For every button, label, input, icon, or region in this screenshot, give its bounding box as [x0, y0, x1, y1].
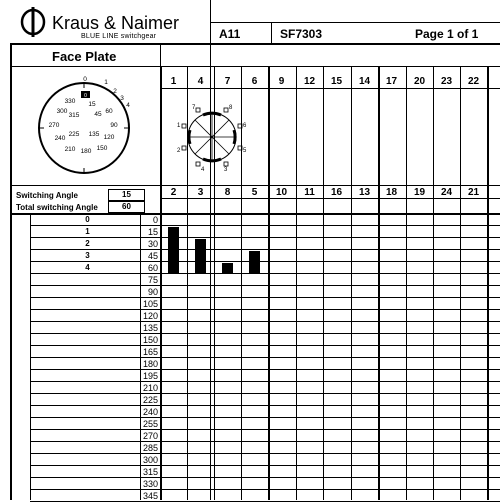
- grid-vertical-line: [433, 66, 434, 500]
- row-angle: 90: [147, 287, 158, 297]
- diagram-label: 7: [192, 105, 196, 111]
- grid-horizontal-line: [160, 198, 500, 199]
- top-contact-number: 4: [197, 76, 204, 87]
- row-line: [160, 489, 500, 490]
- total-switching-angle-label: Total switching Angle: [16, 203, 98, 212]
- row-line: [160, 441, 500, 442]
- row-angle: 105: [142, 299, 158, 309]
- contact-diagram: [172, 100, 252, 175]
- top-contact-number: 22: [467, 76, 480, 87]
- dial-label: 45: [94, 111, 102, 118]
- row-angle: 240: [142, 407, 158, 417]
- dial-label: 0: [83, 76, 87, 83]
- row-line: [30, 225, 160, 226]
- switching-angle-label: Switching Angle: [16, 191, 78, 200]
- row-line: [30, 309, 160, 310]
- row-line: [30, 489, 160, 490]
- row-angle: 120: [142, 311, 158, 321]
- row-angle: 345: [142, 491, 158, 501]
- bottom-contact-number: 19: [413, 187, 426, 198]
- grid-vertical-line: [406, 66, 407, 500]
- diagram-label: 8: [229, 105, 233, 111]
- dial-label: 240: [54, 135, 66, 142]
- row-line: [160, 453, 500, 454]
- row-angle: 195: [142, 371, 158, 381]
- top-contact-number: 17: [385, 76, 398, 87]
- row-angle: 300: [142, 455, 158, 465]
- row-line: [160, 309, 500, 310]
- dial-label: 225: [68, 131, 80, 138]
- grid-vertical-line: [351, 66, 352, 500]
- row-angle: 75: [147, 275, 158, 285]
- bottom-contact-number: 21: [467, 187, 480, 198]
- top-contact-number: 9: [278, 76, 285, 87]
- row-line: [30, 273, 160, 274]
- row-line: [160, 405, 500, 406]
- row-angle: 150: [142, 335, 158, 345]
- row-line: [160, 429, 500, 430]
- top-contact-number: 7: [224, 76, 231, 87]
- row-line: [30, 429, 160, 430]
- bottom-contact-number: 5: [251, 187, 258, 198]
- row-angle: 210: [142, 383, 158, 393]
- faceplate-title: Face Plate: [52, 49, 117, 64]
- row-line: [30, 345, 160, 346]
- row-angle: 60: [147, 263, 158, 273]
- top-contact-number: 14: [358, 76, 371, 87]
- row-line: [160, 381, 500, 382]
- grid-vertical-line: [487, 66, 489, 500]
- bottom-contact-number: 10: [275, 187, 288, 198]
- row-line: [160, 417, 500, 418]
- dial-label: 60: [105, 108, 113, 115]
- grid-vertical-line: [160, 66, 162, 500]
- grid-horizontal-line: [160, 185, 500, 186]
- row-line: [160, 345, 500, 346]
- row-line: [160, 237, 500, 238]
- grid-vertical-line: [268, 66, 270, 500]
- dial-label: 3: [120, 95, 124, 102]
- divider-faceplate-bottom: [10, 185, 160, 186]
- grid-vertical-line: [241, 66, 242, 500]
- divider-faceplate-title: [10, 66, 500, 67]
- kraus-naimer-logo-icon: [18, 6, 48, 38]
- contact-closure-bar: [168, 227, 179, 273]
- frame-left: [10, 43, 12, 500]
- row-line: [160, 465, 500, 466]
- top-contact-number: 20: [413, 76, 426, 87]
- bottom-contact-number: 16: [330, 187, 343, 198]
- dial-label: 120: [103, 134, 115, 141]
- diagram-label: 3: [224, 167, 228, 173]
- top-contact-number: 6: [251, 76, 258, 87]
- row-line: [30, 369, 160, 370]
- total-switching-angle-value: 60: [108, 201, 145, 213]
- diagram-label: 2: [177, 148, 181, 154]
- bottom-contact-number: 2: [170, 187, 177, 198]
- switching-angle-value: 15: [108, 189, 145, 201]
- diagram-label: 1: [177, 123, 181, 129]
- row-angle: 135: [142, 323, 158, 333]
- row-line: [160, 321, 500, 322]
- row-line: [160, 225, 500, 226]
- row-angle: 165: [142, 347, 158, 357]
- row-position: 3: [85, 251, 90, 260]
- row-position: 0: [85, 215, 90, 224]
- row-position: 1: [85, 227, 90, 236]
- dial-label: 2: [113, 88, 117, 95]
- row-line: [30, 465, 160, 466]
- company-name: Kraus & Naimer: [52, 13, 180, 33]
- divider-header-top: [210, 22, 500, 23]
- company-tagline: BLUE LINE switchgear: [81, 33, 157, 40]
- grid-vertical-line: [187, 66, 188, 500]
- row-angle: 255: [142, 419, 158, 429]
- row-angle: 225: [142, 395, 158, 405]
- header-page: Page 1 of 1: [415, 27, 479, 41]
- row-line: [160, 261, 500, 262]
- dial-label: 330: [64, 98, 76, 105]
- row-line: [30, 261, 160, 262]
- row-line: [30, 441, 160, 442]
- grid-vertical-line: [323, 66, 324, 500]
- header-part: SF7303: [280, 27, 323, 41]
- row-angle: 180: [142, 359, 158, 369]
- top-contact-number: 1: [170, 76, 177, 87]
- row-line: [30, 285, 160, 286]
- dial-label: 15: [88, 101, 96, 108]
- bottom-contact-number: 8: [224, 187, 231, 198]
- row-angle: 315: [142, 467, 158, 477]
- row-line: [30, 321, 160, 322]
- diagram-label: 5: [243, 148, 247, 154]
- diagram-label: 6: [243, 123, 247, 129]
- grid-vertical-line: [160, 45, 161, 66]
- bottom-contact-number: 18: [385, 187, 398, 198]
- row-line: [160, 393, 500, 394]
- row-line: [30, 393, 160, 394]
- dial-label: 4: [126, 102, 130, 109]
- contact-closure-bar: [195, 239, 206, 273]
- row-angle: 330: [142, 479, 158, 489]
- row-line: [30, 417, 160, 418]
- row-line: [30, 237, 160, 238]
- row-line: [30, 333, 160, 334]
- dial-label: 300: [56, 108, 68, 115]
- row-angle: 45: [147, 251, 158, 261]
- faceplate-dial: [22, 75, 142, 180]
- divider-header-bottom: [10, 43, 500, 45]
- bottom-contact-number: 11: [304, 187, 315, 198]
- top-contact-number: 15: [330, 76, 343, 87]
- dial-label: 210: [64, 146, 76, 153]
- dial-label: 135: [88, 131, 100, 138]
- row-line: [30, 405, 160, 406]
- grid-vertical-line: [460, 66, 461, 500]
- dial-label: 315: [68, 112, 80, 119]
- top-contact-number: 12: [303, 76, 316, 87]
- row-line: [160, 297, 500, 298]
- row-line: [160, 273, 500, 274]
- dial-label: 1: [104, 79, 108, 86]
- row-line: [30, 477, 160, 478]
- row-angle: 15: [147, 227, 158, 237]
- dial-label: 180: [80, 148, 92, 155]
- row-line: [30, 381, 160, 382]
- row-angle: 270: [142, 431, 158, 441]
- row-position: 4: [85, 263, 90, 272]
- grid-horizontal-line: [160, 88, 500, 89]
- grid-vertical-line: [378, 66, 380, 500]
- row-line: [30, 453, 160, 454]
- row-line: [30, 297, 160, 298]
- row-position: 2: [85, 239, 90, 248]
- row-line: [160, 369, 500, 370]
- top-contact-number: 23: [440, 76, 453, 87]
- header-code: A11: [219, 27, 241, 41]
- row-line: [30, 249, 160, 250]
- row-line: [160, 249, 500, 250]
- dial-label: 150: [96, 145, 108, 152]
- dial-marker: 0: [84, 93, 87, 99]
- row-angle: 30: [147, 239, 158, 249]
- divider-logo: [210, 0, 211, 500]
- divider-code: [271, 22, 272, 44]
- row-angle: 285: [142, 443, 158, 453]
- row-line: [30, 357, 160, 358]
- row-line: [160, 357, 500, 358]
- grid-vertical-line: [296, 66, 297, 500]
- dial-label: 270: [48, 122, 60, 129]
- dial-label: 90: [110, 122, 118, 129]
- bottom-contact-number: 24: [440, 187, 453, 198]
- row-line: [160, 285, 500, 286]
- contact-closure-bar: [222, 263, 233, 273]
- row-angle: 0: [152, 215, 158, 225]
- contact-closure-bar: [249, 251, 260, 273]
- grid-vertical-line: [214, 66, 215, 500]
- bottom-contact-number: 3: [197, 187, 204, 198]
- row-line: [160, 333, 500, 334]
- diagram-label: 4: [201, 167, 205, 173]
- bottom-contact-number: 13: [358, 187, 371, 198]
- row-line: [160, 477, 500, 478]
